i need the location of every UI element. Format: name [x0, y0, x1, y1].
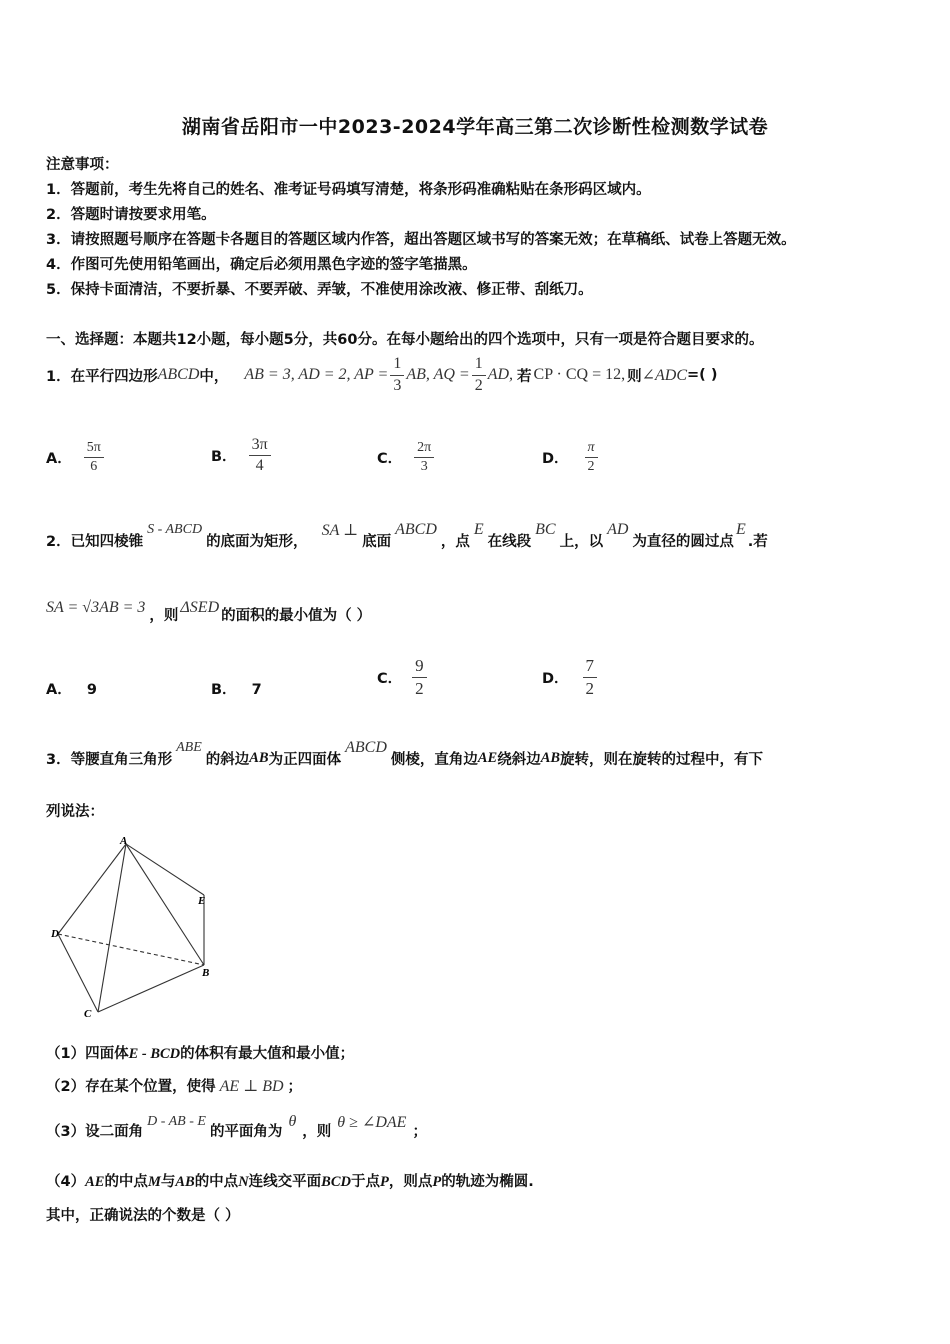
edge-dc: [58, 934, 98, 1012]
q1-ze: 则: [627, 368, 642, 385]
q2-t9: 的面积的最小值为（ ）: [221, 607, 372, 624]
q2-t1: 的底面为矩形，: [206, 533, 308, 550]
q2-ad: AD: [607, 521, 629, 538]
q2-equation: SA = √3AB = 3: [46, 599, 146, 616]
option-label: C．: [377, 670, 403, 687]
edge-ae: [126, 844, 204, 895]
frac-den: 2: [587, 459, 595, 475]
q3-abcd: ABCD: [345, 739, 387, 756]
note-item: 1．答题前，考生先将自己的姓名、准考证号码填写清楚，将条形码准确粘贴在条形码区域内。: [46, 182, 651, 198]
q2-sa-perp: SA ⊥: [321, 522, 359, 539]
section-heading: 一、选择题：本题共12小题，每小题5分，共60分。在每小题给出的四个选项中，只有一项是符合题目要求的。: [46, 332, 764, 348]
q2-option-b[interactable]: [211, 678, 262, 699]
q1-option-b[interactable]: [211, 436, 271, 476]
text: （4）: [46, 1174, 86, 1190]
math: P: [380, 1174, 389, 1190]
text: 于点: [351, 1174, 380, 1190]
math: θ ≥ ∠DAE: [337, 1114, 407, 1131]
q3-t2: 为正四面体: [268, 751, 342, 768]
edge-ad: [58, 844, 126, 934]
math: AB: [175, 1174, 195, 1190]
q2-t3: ，点: [440, 533, 470, 550]
q1-mid: 中，: [199, 368, 229, 385]
tetrahedron-figure: [46, 832, 236, 1022]
question-1: [46, 350, 717, 400]
option-value: 7: [251, 682, 262, 698]
q1-frac-2-num: 1: [472, 355, 486, 375]
text: 的中点: [104, 1174, 148, 1190]
note-item: 2．答题时请按要求用笔。: [46, 207, 216, 223]
text: （3）设二面角: [46, 1123, 144, 1140]
q2-option-c-value: [412, 656, 427, 698]
text: （2）存在某个位置，使得: [46, 1079, 216, 1095]
q3-t4: 绕斜边: [497, 751, 541, 768]
text: 的平面角为: [209, 1123, 283, 1140]
frac-num: 5π: [84, 440, 104, 458]
vertex-label-c: C: [84, 1008, 92, 1020]
q1-tail: =( ): [687, 367, 718, 383]
text: 与: [160, 1174, 176, 1190]
edge-db-hidden: [58, 934, 204, 965]
q1-frac-2-den: 2: [474, 376, 483, 394]
q3-t1: 的斜边: [205, 751, 250, 768]
q1-dot-product: CP · CQ = 12,: [533, 366, 626, 383]
q2-t6: 为直径的圆过点: [632, 533, 734, 550]
q1-angle: ∠ADC: [641, 367, 688, 384]
text: 的体积有最大值和最小值；: [180, 1046, 355, 1062]
q3-statement-1: [46, 1042, 354, 1063]
q1-prefix: 1．在平行四边形: [46, 368, 158, 385]
q3-t5: 旋转，则在旋转的过程中，有下: [560, 751, 764, 768]
q3-statement-2: [46, 1075, 302, 1096]
q3-line-2: 列说法：: [46, 804, 104, 820]
text: ，则: [302, 1123, 332, 1140]
question-2: [46, 520, 768, 560]
q1-option-d-value: [585, 440, 598, 475]
q3-ab: AB: [249, 749, 269, 766]
edge-cb: [98, 965, 204, 1012]
page-title: 湖南省岳阳市一中2023-2024学年高三第二次诊断性检测数学试卷: [181, 116, 769, 138]
q1-option-a[interactable]: [46, 440, 104, 475]
text: ；: [287, 1079, 303, 1095]
option-label: B．: [211, 449, 237, 466]
math: D - AB - E: [147, 1114, 206, 1129]
text: （1）四面体: [46, 1046, 129, 1062]
note-item: 3．请按照题号顺序在答题卡各题目的答题区域内作答，超出答题区域书写的答案无效；在草稿纸、试卷上答题无效。: [46, 232, 796, 248]
q3-t3: 侧棱，直角边: [390, 751, 478, 768]
q2-point-e2: E: [735, 521, 746, 538]
math: E - BCD: [128, 1046, 181, 1062]
vertex-label-b: B: [202, 967, 210, 979]
q1-frac-1-den: 3: [393, 376, 402, 394]
edge-ab: [126, 844, 204, 965]
q1-frac-2: [472, 355, 486, 395]
q3-statement-3: [46, 1112, 427, 1148]
q2-point-e: E: [473, 521, 484, 538]
q1-ruo: 若: [517, 368, 532, 385]
q2-prefix: 2．已知四棱锥: [46, 533, 144, 550]
frac-den: 2: [415, 678, 424, 698]
frac-num: 7: [583, 656, 598, 678]
q1-option-c[interactable]: [377, 440, 434, 475]
vertex-label-a: A: [120, 835, 128, 847]
frac-den: 3: [420, 459, 428, 475]
option-value: 9: [86, 682, 97, 698]
q1-cond-a: AB = 3, AD = 2, AP =: [244, 366, 389, 383]
text: 的轨迹为椭圆.: [441, 1174, 534, 1190]
math: P: [432, 1174, 442, 1190]
q1-frac-1-num: 1: [390, 355, 404, 375]
notes-heading: 注意事项：: [46, 157, 119, 173]
q2-t2: 底面: [362, 533, 392, 550]
frac-den: 2: [585, 678, 595, 698]
q1-option-c-value: [414, 440, 434, 475]
vertex-label-d: D: [51, 928, 59, 940]
math: BCD: [321, 1174, 351, 1190]
text: 连线交平面: [248, 1174, 322, 1190]
option-label: B．: [211, 682, 237, 698]
q3-statement-4: [46, 1170, 534, 1191]
q2-triangle: ΔSED: [180, 599, 220, 616]
question-3: [46, 738, 763, 778]
question-2-line-2: [46, 594, 371, 634]
q3-ae: AE: [477, 749, 498, 766]
q3-abe: ABE: [176, 740, 202, 755]
q2-option-a[interactable]: [46, 678, 97, 699]
q1-cond-b: AB, AQ =: [406, 366, 470, 383]
math: AE: [85, 1174, 105, 1190]
option-label: D．: [542, 670, 569, 687]
q2-option-c[interactable]: [377, 656, 427, 698]
option-label: D．: [542, 451, 569, 468]
text: ，则点: [388, 1174, 433, 1190]
text: 的中点: [194, 1174, 239, 1190]
frac-den: 6: [90, 459, 98, 475]
q1-option-d[interactable]: [542, 440, 598, 475]
frac-num: 2π: [414, 440, 434, 458]
text: ；: [412, 1123, 427, 1140]
q2-t4: 在线段: [487, 533, 532, 550]
q2-t8: ，则: [149, 607, 179, 624]
vertex-label-e: E: [198, 895, 206, 907]
q3-prefix: 3．等腰直角三角形: [46, 751, 173, 768]
option-label: C．: [377, 451, 403, 468]
q1-option-b-value: [249, 436, 271, 476]
edge-ac: [98, 844, 126, 1012]
option-label: A．: [46, 682, 72, 698]
q3-final-question: 其中，正确说法的个数是（ ）: [46, 1208, 240, 1224]
frac-num: 9: [412, 656, 427, 678]
q1-option-a-value: [84, 440, 104, 475]
math: AE ⊥ BD: [219, 1077, 284, 1095]
note-item: 5．保持卡面清洁，不要折暴、不要弄破、弄皱，不准使用涂改液、修正带、刮纸刀。: [46, 282, 593, 298]
frac-num: π: [585, 440, 598, 458]
q1-figure: ABCD: [157, 366, 200, 383]
q3-ab-2: AB: [540, 749, 561, 766]
q2-t5: 上，以: [559, 533, 604, 550]
q2-option-d[interactable]: [542, 656, 597, 698]
frac-den: 4: [255, 457, 264, 475]
option-label: A．: [46, 451, 72, 468]
math: θ: [288, 1113, 297, 1130]
q1-cond-c: AD,: [487, 366, 514, 383]
note-item: 4．作图可先使用铅笔画出，确定后必须用黑色字迹的签字笔描黑。: [46, 257, 477, 273]
q2-bc: BC: [535, 521, 556, 538]
q2-pyramid: S - ABCD: [147, 522, 203, 537]
frac-num: 3π: [249, 436, 271, 456]
math: M: [147, 1174, 161, 1190]
math: N: [238, 1174, 249, 1190]
q2-t7: .若: [747, 533, 768, 550]
q1-frac-1: [390, 355, 404, 395]
q2-option-d-value: [583, 656, 598, 698]
q2-abcd: ABCD: [395, 521, 437, 538]
